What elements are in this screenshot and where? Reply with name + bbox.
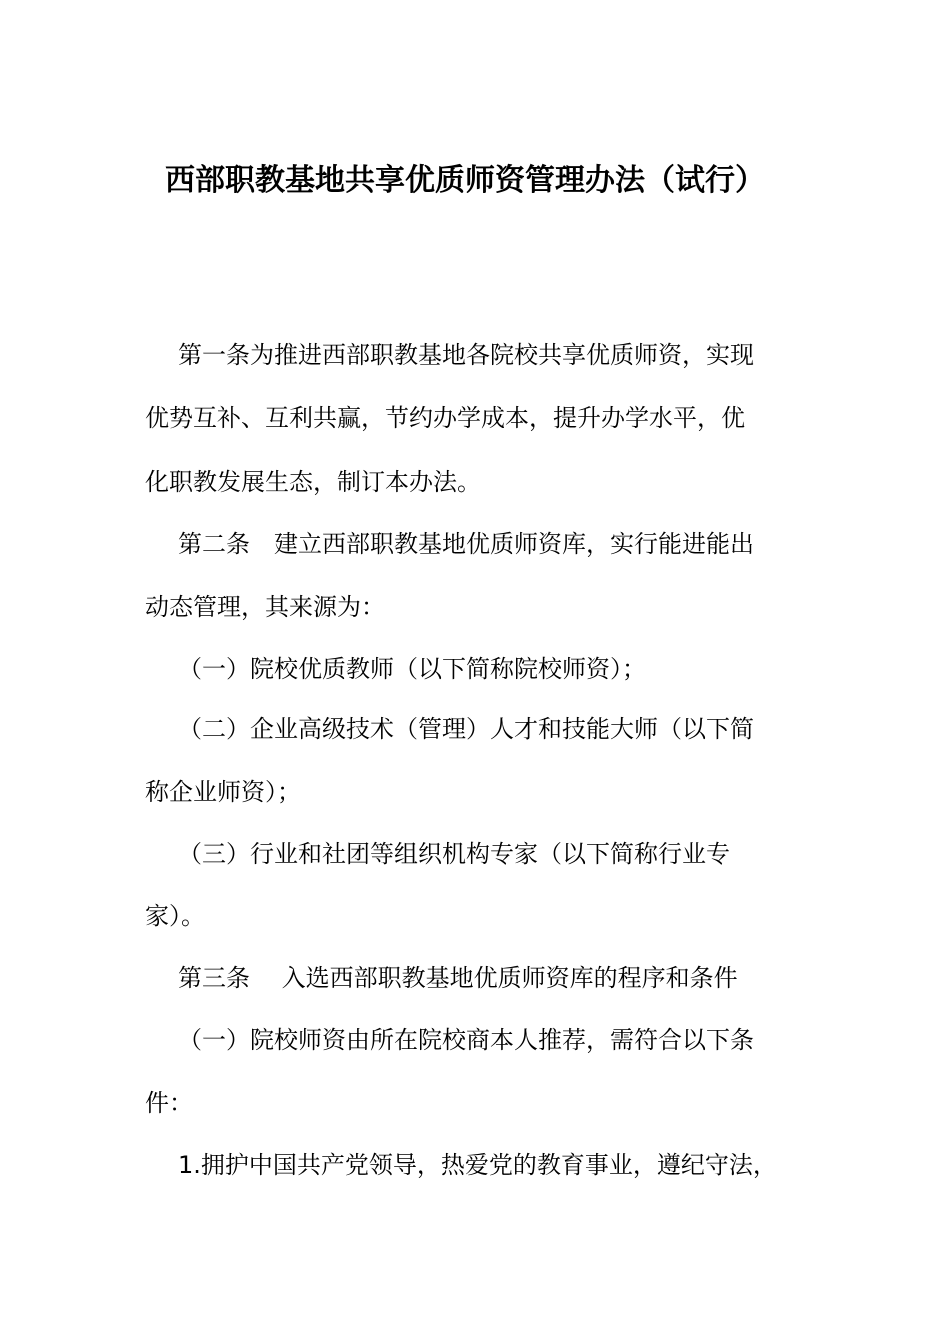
paragraph-line: （二）企业高级技术（管理）人才和技能大师（以下简 — [178, 715, 754, 743]
paragraph-line: 动态管理，其来源为： — [145, 593, 385, 621]
paragraph-line: 优势互补、互利共赢，节约办学成本，提升办学水平，优 — [145, 404, 745, 432]
paragraph-line: 第三条 入选西部职教基地优质师资库的程序和条件 — [178, 964, 738, 992]
paragraph-line: 家）。 — [145, 902, 205, 930]
paragraph-line: 称企业师资）； — [145, 778, 301, 806]
paragraph-line: 1.拥护中国共产党领导，热爱党的教育事业，遵纪守法， — [178, 1151, 777, 1179]
document-title: 西部职教基地共享优质师资管理办法（试行） — [165, 163, 765, 198]
paragraph-line: 第一条为推进西部职教基地各院校共享优质师资，实现 — [178, 341, 754, 369]
paragraph-line: （三）行业和社团等组织机构专家（以下简称行业专 — [178, 840, 730, 868]
paragraph-line: （一）院校师资由所在院校商本人推荐，需符合以下条 — [178, 1026, 754, 1054]
paragraph-line: 第二条 建立西部职教基地优质师资库，实行能进能出 — [178, 530, 754, 558]
paragraph-line: 化职教发展生态，制订本办法。 — [145, 468, 481, 496]
paragraph-line: （一）院校优质教师（以下简称院校师资）； — [178, 655, 646, 683]
paragraph-line: 件： — [145, 1089, 193, 1117]
